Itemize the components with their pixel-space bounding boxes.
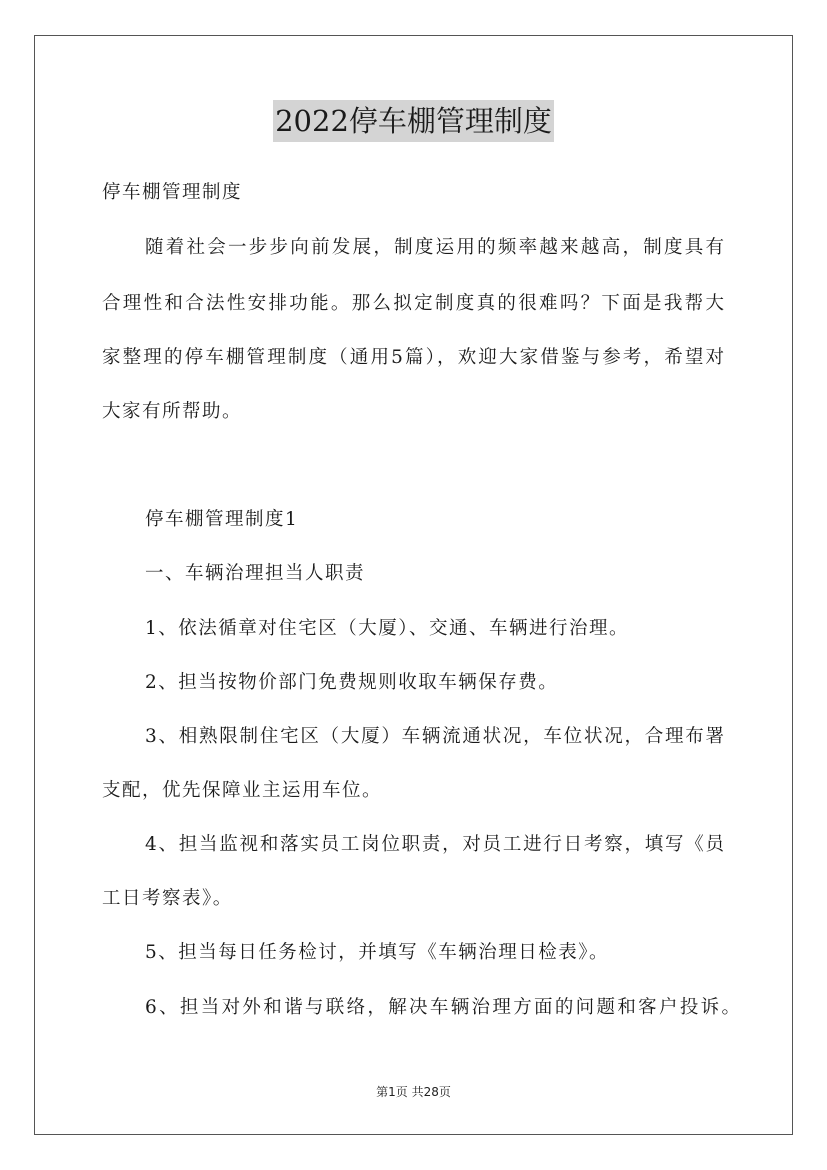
item-5: 5、担当每日任务检讨，并填写《车辆治理日检表》。	[145, 942, 610, 963]
item-3-line-2: 支配，优先保障业主运用车位。	[102, 780, 383, 801]
item-2: 2、担当按物价部门免费规则收取车辆保存费。	[145, 672, 559, 693]
intro-line-4: 大家有所帮助。	[102, 401, 243, 422]
intro-line-1: 随着社会一步步向前发展，制度运用的频率越来越高，制度具有	[145, 237, 724, 258]
page-number: 第1页 共28页	[376, 1085, 451, 1099]
document-title: 2022停车棚管理制度	[273, 100, 554, 142]
subtitle-line: 停车棚管理制度	[102, 182, 243, 203]
item-1: 1、依法循章对住宅区（大厦）、交通、车辆进行治理。	[145, 618, 630, 639]
section-heading: 停车棚管理制度1	[145, 509, 299, 530]
intro-line-3: 家整理的停车棚管理制度（通用5篇），欢迎大家借鉴与参考，希望对	[102, 347, 724, 368]
item-4-line-1: 4、担当监视和落实员工岗位职责，对员工进行日考察，填写《员	[145, 834, 724, 855]
subsection-heading: 一、车辆治理担当人职责	[145, 563, 366, 584]
intro-line-2: 合理性和合法性安排功能。那么拟定制度真的很难吗？下面是我帮大	[102, 293, 724, 314]
item-4-line-2: 工日考察表》。	[102, 888, 233, 909]
title-container	[0, 100, 827, 142]
item-6: 6、担当对外和谐与联络，解决车辆治理方面的问题和客户投诉。	[145, 997, 740, 1018]
item-3-line-1: 3、相熟限制住宅区（大厦）车辆流通状况，车位状况，合理布署	[145, 726, 724, 747]
